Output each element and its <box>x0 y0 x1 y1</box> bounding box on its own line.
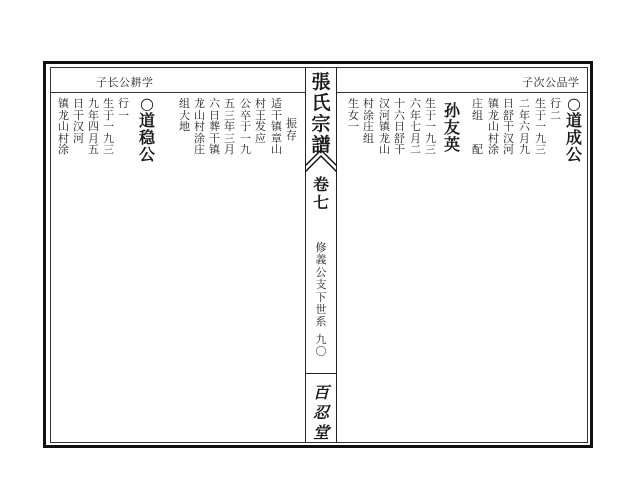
record-column: 镇 龙 山 村 涂 <box>58 97 69 157</box>
record-column: 村 王 发 应 <box>255 97 266 145</box>
record-column: 振 存 <box>286 117 297 142</box>
record-column: 镇 龙 山 村 涂 <box>488 97 499 157</box>
record-column: 龙 山 村 涂 庄 <box>194 97 205 157</box>
record-column: 生 于 一 九 三 <box>535 97 546 157</box>
record-column: 六 日 葬 干 镇 <box>209 97 220 157</box>
person-name-sunyouying: 孙 友 英 <box>443 101 460 154</box>
record-column: 组 大 地 <box>179 97 190 134</box>
person-name-daocheng: ○ 道 成 公 <box>565 94 582 164</box>
record-column: 行 二 <box>550 97 561 122</box>
left-header-rule <box>50 92 305 93</box>
record-column: 十 六 日 舒 干 <box>394 97 405 157</box>
record-column: 行 一 <box>118 97 129 122</box>
record-column: 九 年 四 月 五 <box>88 97 99 157</box>
right-header-rule <box>337 92 588 93</box>
right-page-header: 子次公品学 <box>522 76 580 89</box>
section-label: 修 義 公 支 下 世 系 <box>315 241 327 329</box>
genealogy-title: 張 氏 宗 譜 <box>311 71 331 156</box>
record-column: 适 干 镇 章 山 <box>271 97 282 157</box>
person-name-daowen: ○ 道 稳 公 <box>138 94 155 164</box>
record-column: 庄 组 <box>472 97 483 122</box>
record-column: 二 年 六 月 九 <box>519 97 530 157</box>
record-column: 生 于 一 九 三 <box>103 97 114 157</box>
record-column: 配 <box>472 143 483 156</box>
volume-label: 卷 七 <box>312 175 329 212</box>
record-column: 村 涂 庄 组 <box>363 97 374 145</box>
spine-right-rule <box>336 67 337 443</box>
left-page-header: 子长公耕学 <box>96 76 154 89</box>
record-column: 六 年 七 月 二 <box>410 97 421 157</box>
record-column: 五 三 年 三 月 <box>224 97 235 157</box>
record-column: 日 干 汉 河 <box>73 97 84 145</box>
spine-left-rule <box>305 67 306 443</box>
hall-name: 百 忍 堂 <box>312 383 329 442</box>
page-number: 九 〇 <box>315 333 327 359</box>
record-column: 日 舒 干 汉 河 <box>503 97 514 157</box>
record-column: 生 于 一 九 三 <box>425 97 436 157</box>
spine-divider <box>305 373 337 374</box>
record-column: 汉 河 镇 龙 山 <box>379 97 390 157</box>
record-column: 公 卒 于 一 九 <box>240 97 251 157</box>
record-column: 生 女 一 <box>348 97 359 134</box>
